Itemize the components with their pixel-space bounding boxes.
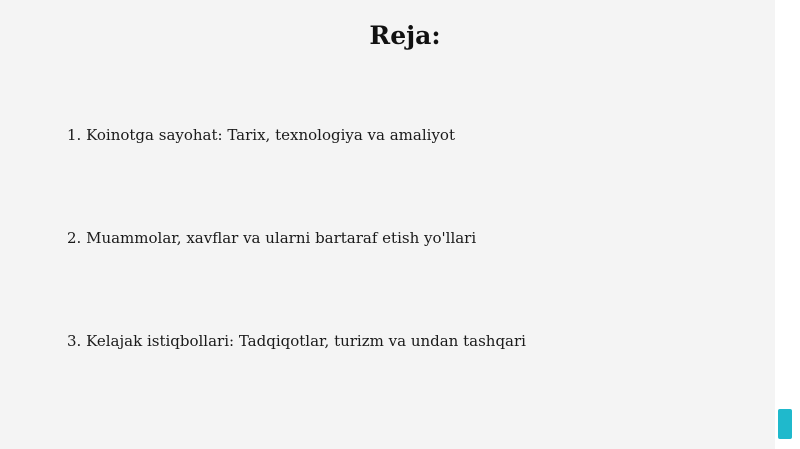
side-strip (775, 0, 800, 449)
plan-item-2: 2. Muammolar, xavflar va ularni bartaraf etish yo'llari (67, 229, 477, 247)
slide-title: Reja: (369, 21, 441, 50)
scroll-handle[interactable] (778, 409, 792, 439)
plan-item-1: 1. Koinotga sayohat: Tarix, texnologiya va amaliyot (67, 126, 455, 144)
plan-item-3: 3. Kelajak istiqbollari: Tadqiqotlar, turizm va undan tashqari (67, 332, 526, 350)
